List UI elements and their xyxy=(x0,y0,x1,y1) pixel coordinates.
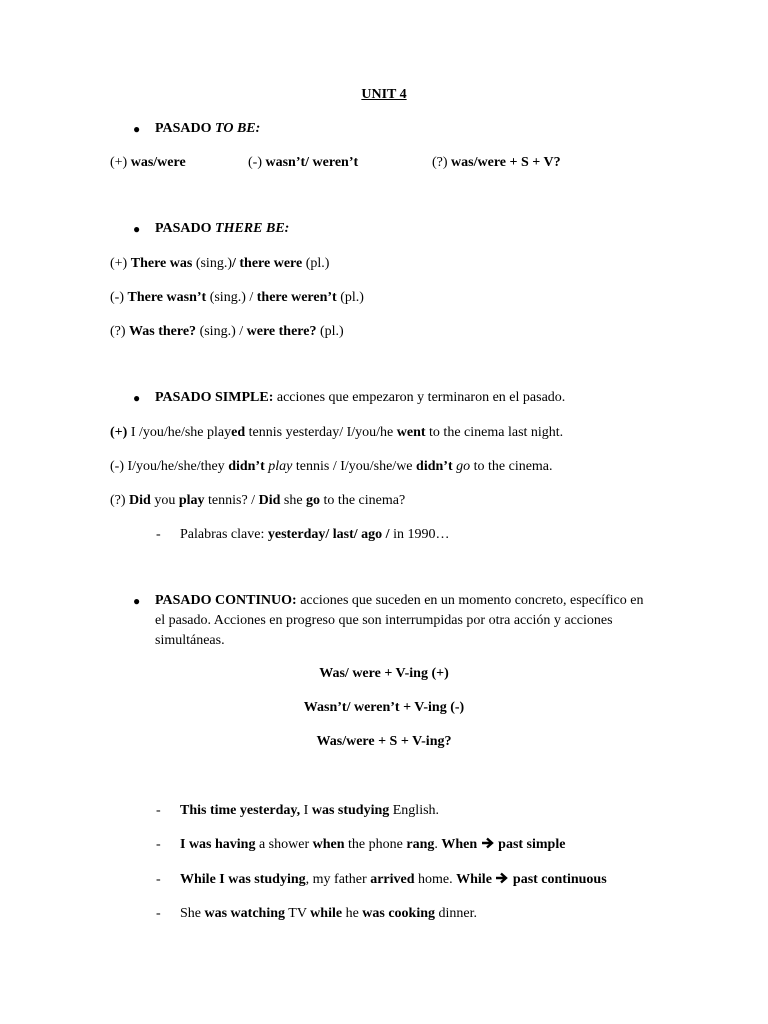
tobe-question: (?) was/were + S + V? xyxy=(432,155,561,170)
dash-marker: - xyxy=(156,803,161,818)
tobe-positive: (+) was/were xyxy=(110,155,186,170)
heading-pasado-simple: PASADO SIMPLE: acciones que empezaron y terminaron en el pasado. xyxy=(155,390,566,405)
continuous-example-1: This time yesterday, I was studying English. xyxy=(180,803,440,818)
continuous-example-4: She was watching TV while he was cooking dinner. xyxy=(180,906,478,921)
formula-positive: Was/ were + V-ing (+) xyxy=(319,666,449,681)
simple-negative: (-) I/you/he/she/they didn’t play tennis / I/you/she/we didn’t go to the cinema. xyxy=(110,459,553,474)
simple-question: (?) Did you play tennis? / Did she go to the cinema? xyxy=(110,493,406,508)
simple-positive: (+) I /you/he/she played tennis yesterday/ I/you/he went to the cinema last night. xyxy=(110,425,564,440)
dash-marker: - xyxy=(156,906,161,921)
bullet-icon: ● xyxy=(133,122,141,136)
dash-marker: - xyxy=(156,837,161,852)
continuous-example-2: I was having a shower when the phone rang. When past simple xyxy=(180,837,566,852)
there-positive: (+) There was (sing.)/ there were (pl.) xyxy=(110,256,330,271)
there-negative: (-) There wasn’t (sing.) / there weren’t (pl.) xyxy=(110,290,364,305)
heading-pasado-to-be: PASADO TO BE: xyxy=(155,121,261,136)
heading-pasado-there-be: PASADO THERE BE: xyxy=(155,221,290,236)
dash-marker: - xyxy=(156,527,161,542)
heading-pasado-continuo: PASADO CONTINUO: acciones que suceden en un momento concreto, específico en el pasado. Acciones en progreso que son interrumpidas por otra acción y acciones simultáneas. xyxy=(155,593,644,648)
formula-negative: Wasn’t/ weren’t + V-ing (-) xyxy=(303,700,465,715)
page-title xyxy=(0,87,768,104)
right-arrow-icon xyxy=(481,837,495,852)
unit-title: UNIT 4 xyxy=(361,87,407,102)
dash-marker: - xyxy=(156,872,161,887)
bullet-icon: ● xyxy=(133,222,141,236)
simple-keywords: Palabras clave: yesterday/ last/ ago / in 1990… xyxy=(180,527,450,542)
formula-question: Was/were + S + V-ing? xyxy=(316,734,452,749)
there-question: (?) Was there? (sing.) / were there? (pl.) xyxy=(110,324,344,339)
continuous-example-3: While I was studying, my father arrived home. While past continuous xyxy=(180,872,607,887)
tobe-negative: (-) wasn’t/ weren’t xyxy=(248,155,359,170)
right-arrow-icon xyxy=(495,872,509,887)
bullet-icon: ● xyxy=(133,391,141,405)
bullet-icon: ● xyxy=(133,594,141,608)
